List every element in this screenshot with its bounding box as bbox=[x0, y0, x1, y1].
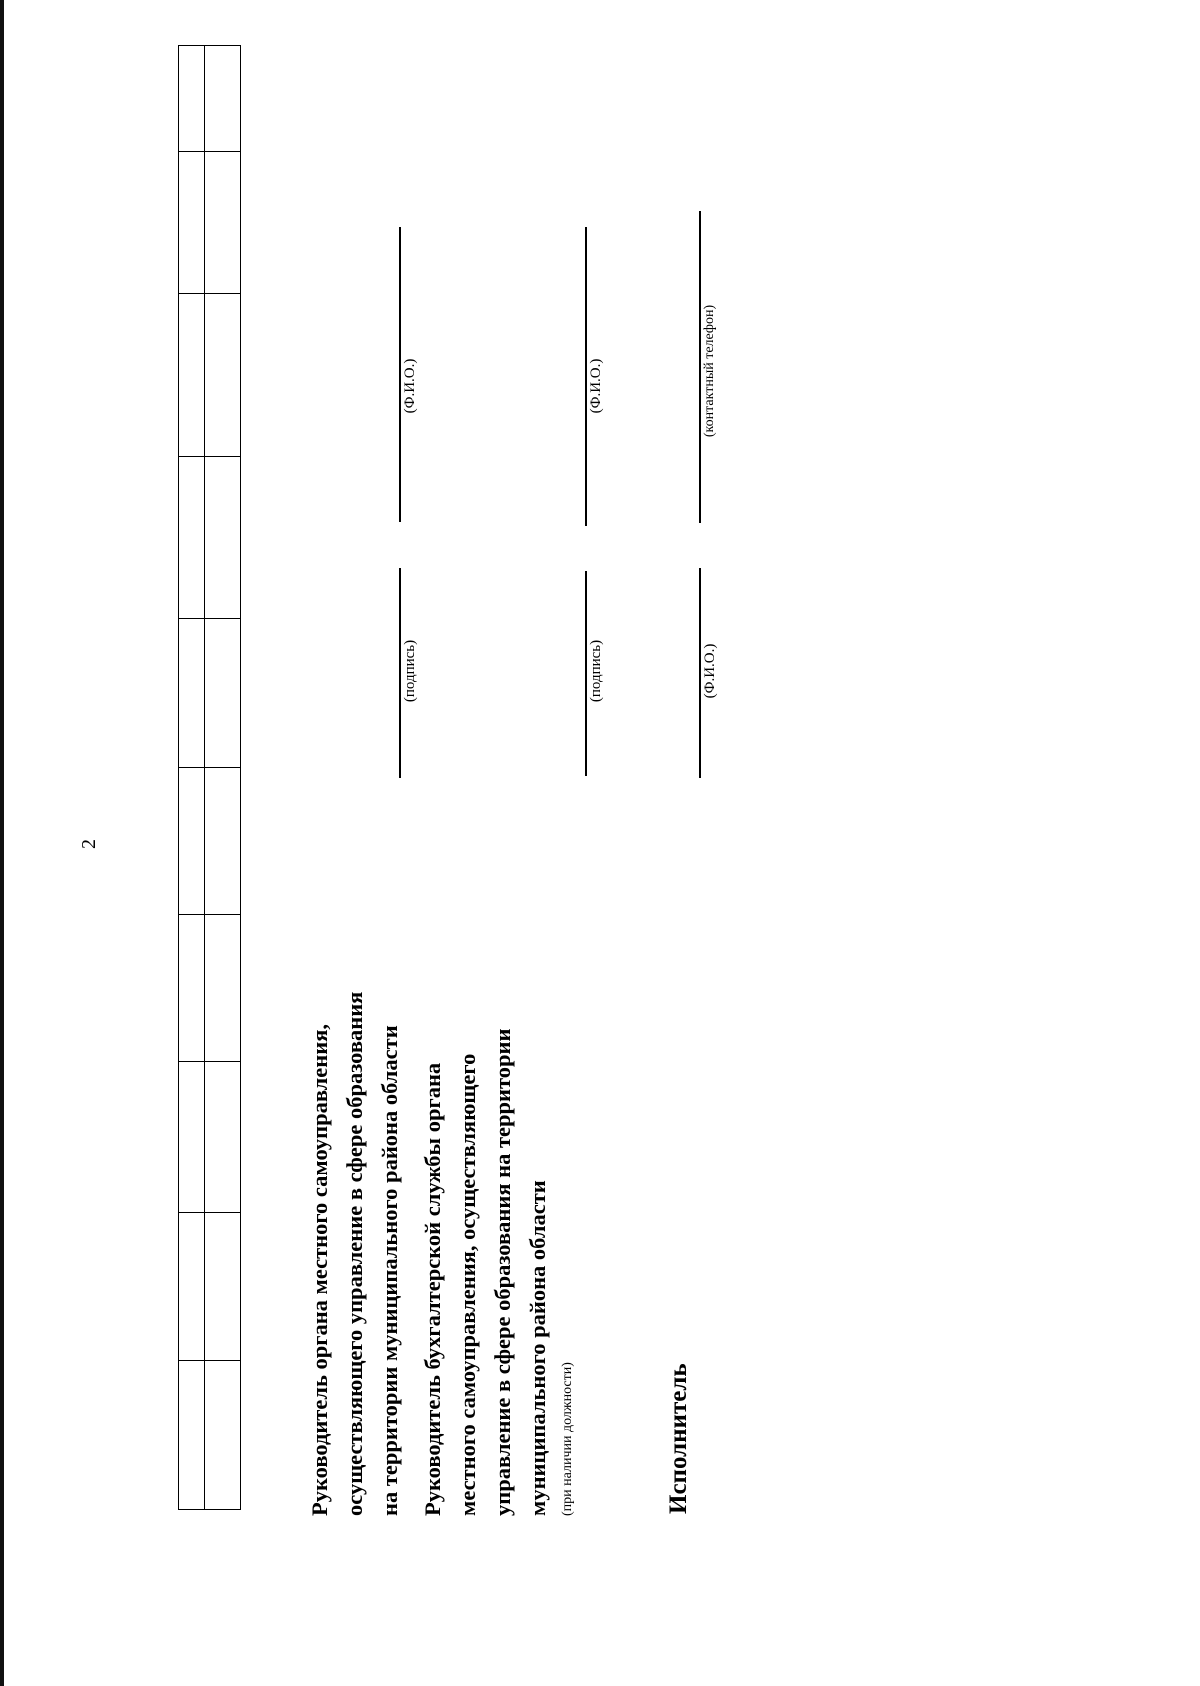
signatory-title-1 bbox=[302, 992, 407, 1516]
table-row-divider bbox=[204, 45, 205, 1510]
title-line: местного самоуправления, осуществляющего bbox=[455, 1053, 480, 1516]
table-column-divider bbox=[178, 151, 241, 152]
table-column-divider bbox=[178, 914, 241, 915]
table-column-divider bbox=[178, 293, 241, 294]
data-table bbox=[178, 45, 241, 1510]
table-column-divider bbox=[178, 1360, 241, 1361]
phone-caption: (контактный телефон) bbox=[702, 304, 717, 438]
signature-line bbox=[585, 571, 587, 776]
title-line: Руководитель бухгалтерской службы органа bbox=[420, 1062, 445, 1516]
table-border-bottom bbox=[240, 45, 241, 1510]
table-column-divider bbox=[178, 1061, 241, 1062]
signature-caption: (подпись) bbox=[402, 639, 418, 703]
fio-line bbox=[399, 227, 401, 522]
table-column-divider bbox=[178, 1212, 241, 1213]
title-line: на территории муниципального района области bbox=[377, 1025, 402, 1516]
signatory-title-2 bbox=[415, 1029, 555, 1516]
table-column-divider bbox=[178, 767, 241, 768]
fio-line bbox=[585, 227, 587, 526]
executor-label: Исполнитель bbox=[665, 1363, 692, 1514]
title-line: осуществляющего управление в сфере образования bbox=[342, 991, 367, 1516]
signature-caption: (подпись) bbox=[588, 639, 604, 703]
table-border-right bbox=[178, 45, 241, 46]
table-border-left bbox=[178, 1509, 241, 1510]
page-number: 2 bbox=[78, 839, 100, 849]
title-line: управление в сфере образования на территории bbox=[490, 1028, 515, 1516]
signature-line bbox=[399, 568, 401, 778]
phone-line bbox=[699, 211, 701, 523]
fio-line bbox=[699, 568, 701, 778]
fio-caption: (Ф.И.О.) bbox=[402, 358, 418, 414]
title-line: муниципального района области bbox=[525, 1180, 550, 1516]
fio-caption: (Ф.И.О.) bbox=[588, 358, 604, 414]
title-line: Руководитель органа местного самоуправления, bbox=[307, 1023, 332, 1516]
table-column-divider bbox=[178, 618, 241, 619]
fio-caption: (Ф.И.О.) bbox=[702, 643, 718, 699]
position-note: (при наличии должности) bbox=[560, 1362, 575, 1516]
table-border-top bbox=[178, 45, 179, 1510]
table-column-divider bbox=[178, 456, 241, 457]
